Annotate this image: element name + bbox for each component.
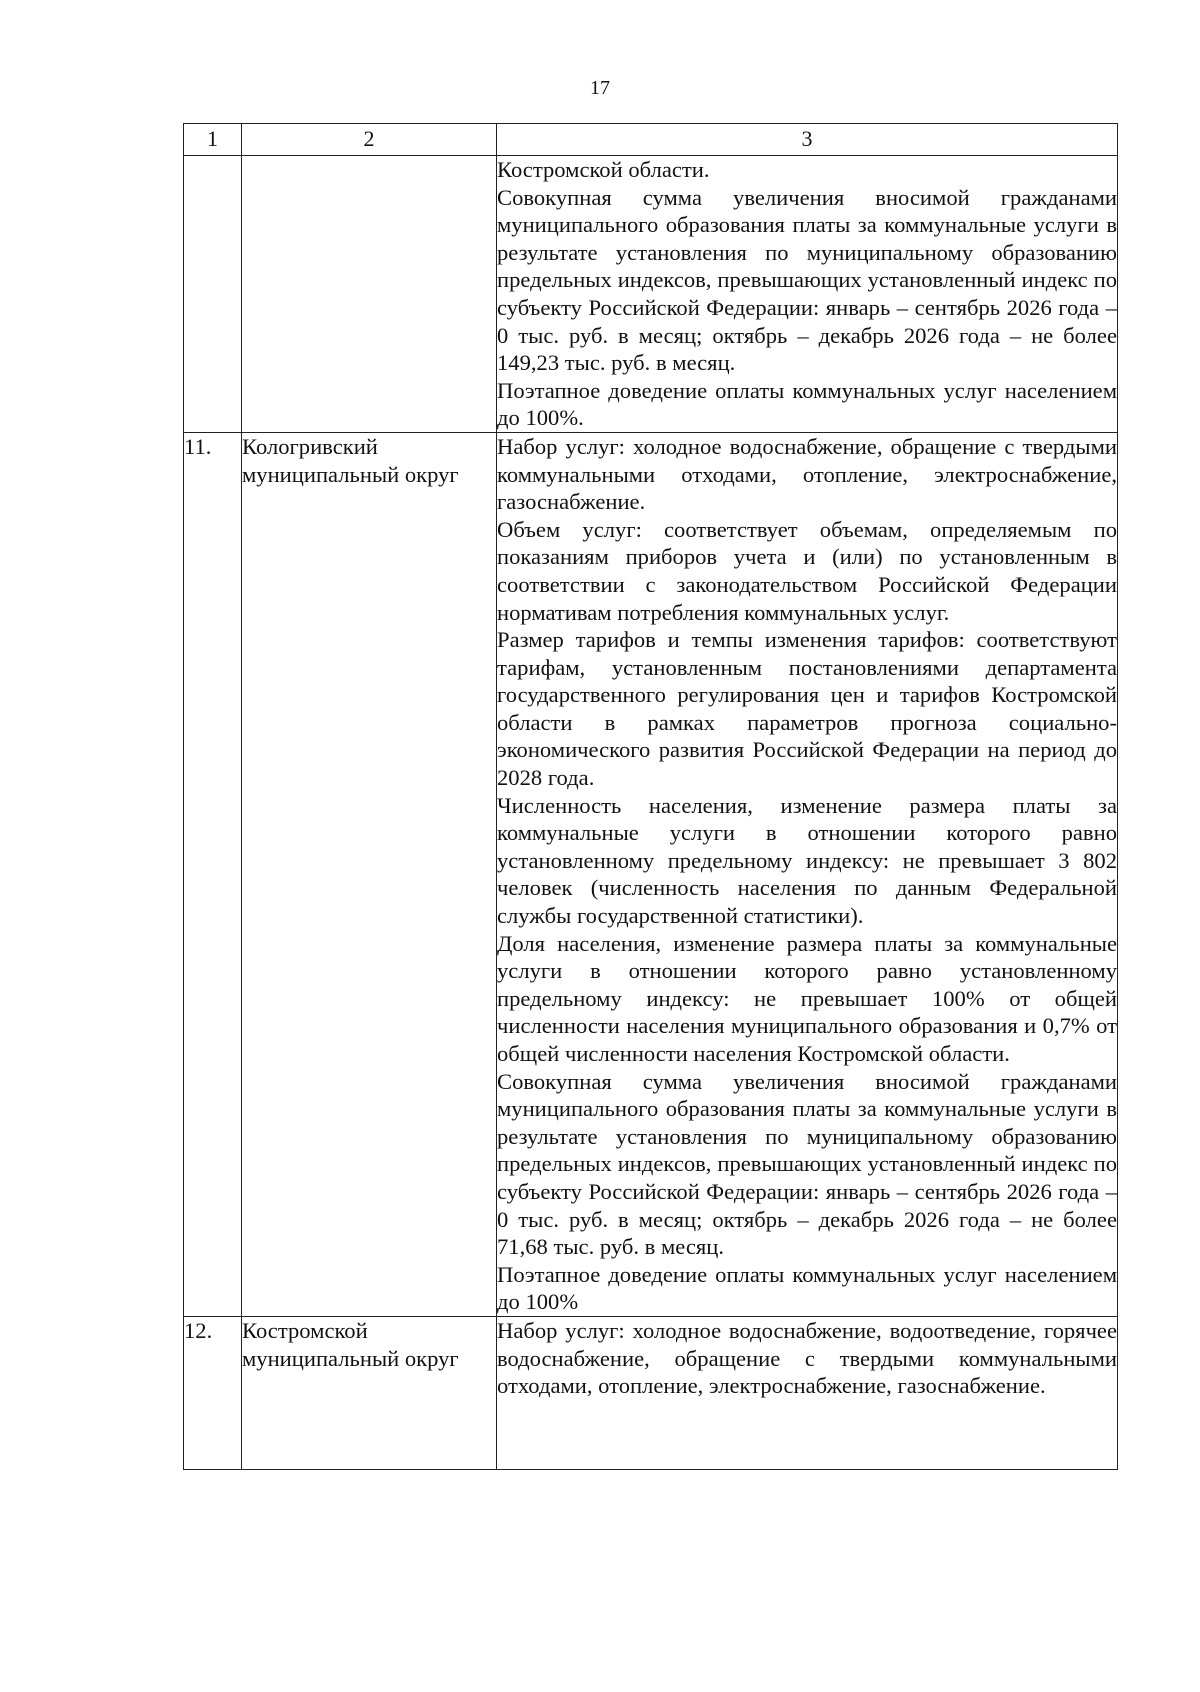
row-number: 11. (184, 432, 242, 1316)
description-paragraph: Поэтапное доведение оплаты коммунальных услуг населением до 100%. (497, 377, 1117, 431)
row-description (497, 156, 1118, 433)
description-paragraph: Объем услуг: соответствует объемам, определяемым по показаниям приборов учета и (или) по установленным в соответствии с законодательством Российской Федерации нормативам потребления коммунальных услуг. (497, 516, 1117, 625)
services-table (183, 123, 1118, 1470)
column-header-1: 1 (184, 124, 242, 156)
table-row (184, 156, 1118, 433)
description-paragraph: Костромской области. (497, 157, 710, 182)
table-header-row (184, 124, 1118, 156)
row-description (497, 1316, 1118, 1469)
row-number: 12. (184, 1316, 242, 1469)
municipality-name (242, 156, 497, 433)
description-paragraph: Набор услуг: холодное водоснабжение, обращение с твердыми коммунальными отходами, отопление, электроснабжение, газоснабжение. (497, 433, 1117, 515)
row-number (184, 156, 242, 433)
municipality-name: Костромской муниципальный округ (242, 1316, 497, 1469)
column-header-2: 2 (242, 124, 497, 156)
description-paragraph: Набор услуг: холодное водоснабжение, водоотведение, горячее водоснабжение, обращение с твердыми коммунальными отходами, отопление, электроснабжение, газоснабжение. (497, 1317, 1117, 1399)
description-paragraph: Совокупная сумма увеличения вносимой гражданами муниципального образования платы за коммунальные услуги в результате установления по муниципальному образованию предельных индексов, превышающих установленный индекс по субъекту Российской Федерации: январь – сентябрь 2026 года – 0 тыс. руб. в месяц; октябрь – декабрь 2026 года – не более 149,23 тыс. руб. в месяц. (497, 184, 1117, 376)
description-paragraph: Поэтапное доведение оплаты коммунальных услуг населением до 100% (497, 1261, 1117, 1315)
table-row (184, 432, 1118, 1316)
column-header-3: 3 (497, 124, 1118, 156)
description-paragraph: Численность населения, изменение размера платы за коммунальные услуги в отношении которого равно установленному предельному индексу: не превышает 3 802 человек (численность населения по данным Федеральной службы государственной статистики). (497, 792, 1117, 929)
row-description (497, 432, 1118, 1316)
description-paragraph: Совокупная сумма увеличения вносимой гражданами муниципального образования платы за коммунальные услуги в результате установления по муниципальному образованию предельных индексов, превышающих установленный индекс по субъекту Российской Федерации: январь – сентябрь 2026 года – 0 тыс. руб. в месяц; октябрь – декабрь 2026 года – не более 71,68 тыс. руб. в месяц. (497, 1068, 1117, 1260)
municipality-name: Кологривский муниципальный округ (242, 432, 497, 1316)
page-number: 17 (590, 77, 610, 99)
description-paragraph: Доля населения, изменение размера платы за коммунальные услуги в отношении которого равно установленному предельному индексу: не превышает 100% от общей численности населения муниципального образования и 0,7% от общей численности населения Костромской области. (497, 930, 1117, 1066)
description-paragraph: Размер тарифов и темпы изменения тарифов: соответствуют тарифам, установленным постановлениями департамента государственного регулирования цен и тарифов Костромской области в рамках параметров прогноза социально-экономического развития Российской Федерации на период до 2028 года. (497, 627, 1117, 791)
table-row (184, 1316, 1118, 1469)
